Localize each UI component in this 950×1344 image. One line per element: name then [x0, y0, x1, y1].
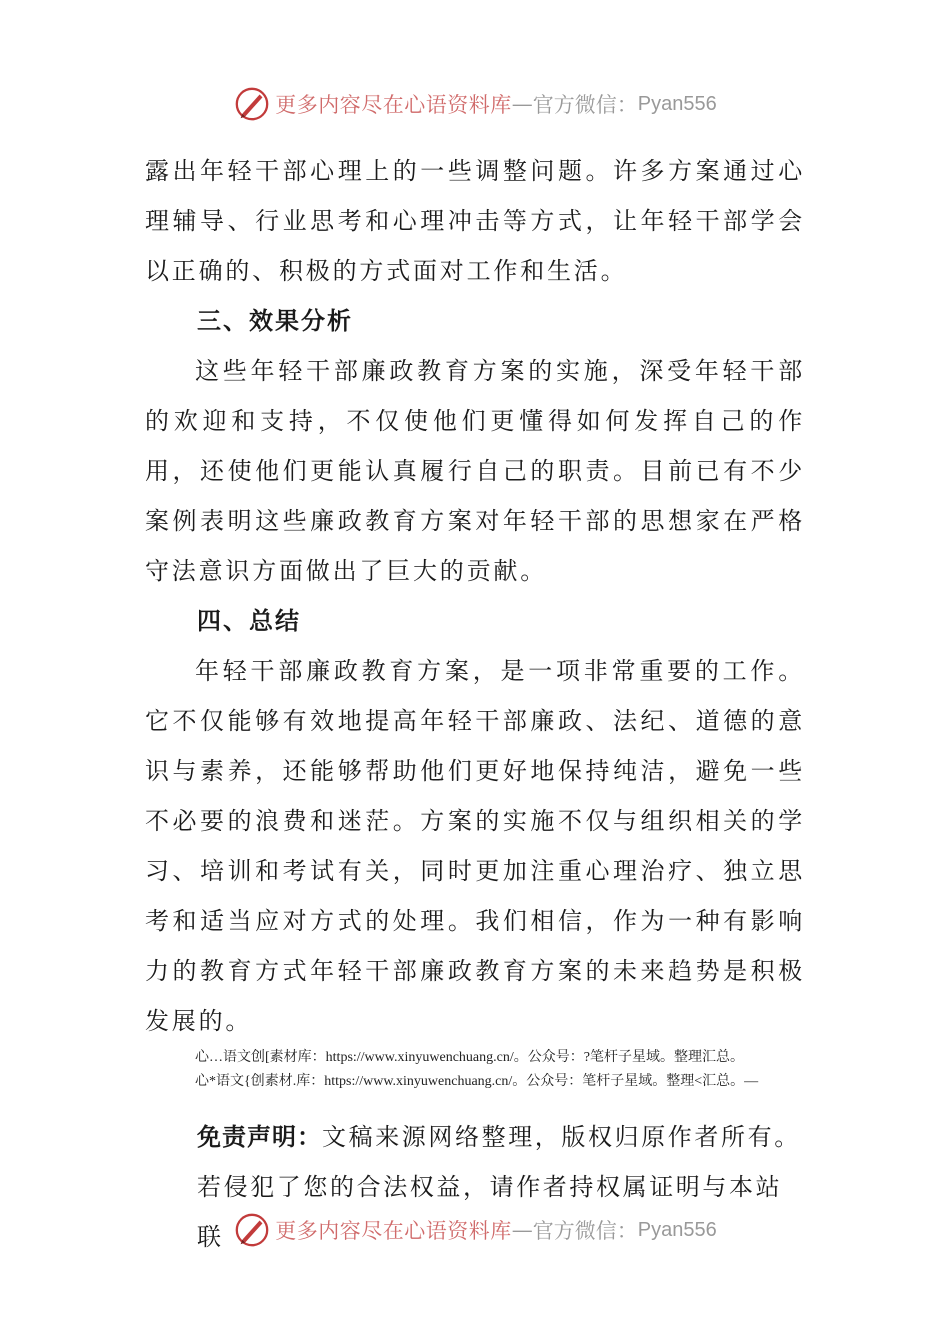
document-body — [145, 146, 805, 1262]
disclaimer-label: 免责声明： — [197, 1123, 322, 1151]
paragraph-summary: 年轻干部廉政教育方案，是一项非常重要的工作。它不仅能够有效地提高年轻干部廉政、法纪、道德的意识与素养，还能够帮助他们更好地保持纯洁，避免一些不必要的浪费和迷茫。方案的实施不仅与组织相关的学习、培训和考试有关，同时更加注重心理治疗、独立思考和适当应对方式的处理。我们相信，作为一种有影响力的教育方式年轻干部廉政教育方案的未来趋势是积极发展的。 — [145, 657, 805, 1035]
heading-summary: 四、总结 — [197, 607, 301, 635]
header-banner — [0, 84, 950, 124]
source-note-2: 心*语文{创素材.库：https://www.xinyuwenchuang.cn/。公众号：笔杆子星域。整理<汇总。— — [195, 1074, 759, 1089]
footer-banner — [0, 1210, 950, 1250]
banner-wechat-label: 官方微信： — [532, 93, 638, 117]
banner-wechat-id: Pyan556 — [637, 1218, 717, 1241]
banner-wechat-id: Pyan556 — [637, 92, 717, 115]
disclaimer-text-1: 文稿来源网络整理，版权归原作者所有。 — [322, 1123, 801, 1151]
pen-logo-icon — [233, 1211, 271, 1249]
paragraph-psychology: 露出年轻干部心理上的一些调整问题。许多方案通过心理辅导、行业思考和心理冲击等方式，让年轻干部学会以正确的、积极的方式面对工作和生活。 — [145, 157, 805, 285]
banner-separator: — — [511, 1218, 533, 1242]
disclaimer-line-2: 若侵犯了您的合法权益，请作者持权属证明与本站联 — [197, 1173, 783, 1251]
paragraph-effect: 这些年轻干部廉政教育方案的实施，深受年轻干部的欢迎和支持，不仅使他们更懂得如何发挥自己的作用，还使他们更能认真履行自己的职责。目前已有不少案例表明这些廉政教育方案对年轻干部的思想家在严格守法意识方面做出了巨大的贡献。 — [145, 357, 805, 585]
pen-logo-icon — [233, 85, 271, 123]
heading-effect-analysis: 三、效果分析 — [197, 307, 353, 335]
disclaimer-line-1 — [145, 1112, 805, 1162]
banner-separator: — — [511, 92, 533, 116]
banner-text: 更多内容尽在心语资料库 — [275, 1219, 512, 1243]
banner-wechat-label: 官方微信： — [532, 1219, 638, 1243]
banner-text: 更多内容尽在心语资料库 — [275, 93, 512, 117]
source-note-1: 心…语文创[素材库：https://www.xinyuwenchuang.cn/。公众号：?笔杆子星域。整理汇总。 — [195, 1050, 744, 1065]
